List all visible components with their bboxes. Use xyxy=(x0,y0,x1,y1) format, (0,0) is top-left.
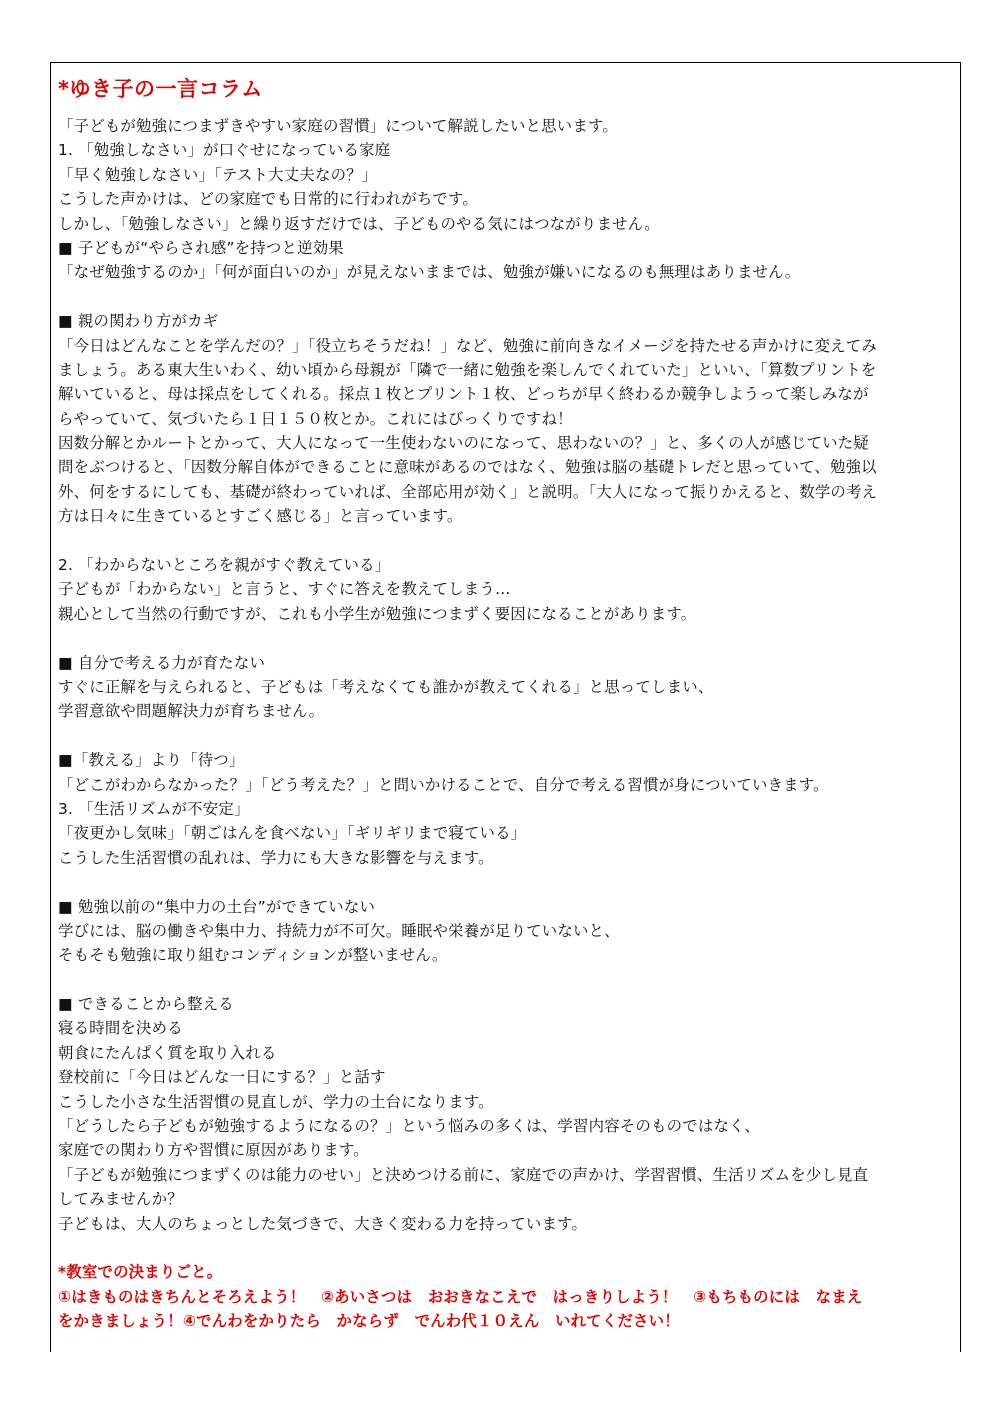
text-line: 因数分解とかルートとかって、大人になって一生使わないのになって、思わないの？」と、多くの人が感じていた疑 xyxy=(58,434,869,453)
rules-line: ①はきものはきちんとそろえよう！ ②あいさつは おおきなこえで はっきりしよう！ ③もちものには なまえ xyxy=(58,1287,863,1306)
text-line: 1. 「勉強しなさい」が口ぐせになっている家庭 xyxy=(58,141,391,160)
text-line: 子どもは、大人のちょっとした気づきで、大きく変わる力を持っています。 xyxy=(58,1214,588,1233)
text-line: こうした生活習慣の乱れは、学力にも大きな影響を与えます。 xyxy=(58,848,494,867)
text-line: 登校前に「今日はどんな一日にする？」と話す xyxy=(58,1068,386,1087)
text-line: らやっていて、気づいたら１日１５０枚とか。これにはびっくりですね！ xyxy=(58,409,573,428)
paragraph-spacer xyxy=(58,1236,958,1260)
paragraph-spacer xyxy=(58,626,958,650)
text-line: 「なぜ勉強するのか」「何が面白いのか」が見えないままでは、勉強が嫌いになるのも無理はありません。 xyxy=(58,263,801,282)
text-line: ■ 親の関わり方がカギ xyxy=(58,312,219,331)
text-line: 学びには、脳の働きや集中力、持続力が不可欠。睡眠や栄養が足りていないと、 xyxy=(58,921,620,940)
text-line: 親心として当然の行動ですが、これも小学生が勉強につまずく要因になることがあります。 xyxy=(58,604,697,623)
text-line: ■「教える」より「待つ」 xyxy=(58,751,245,770)
paragraph-spacer xyxy=(58,529,958,553)
text-line: 方は日々に生きているとすごく感じる」と言っています。 xyxy=(58,507,463,526)
text-line: 「どこがわからなかった？」「どう考えた？」と問いかけることで、自分で考える習慣が身についていきます。 xyxy=(58,775,829,794)
text-line: ■ 子どもが“やらされ感”を持つと逆効果 xyxy=(58,238,344,257)
text-line: こうした小さな生活習慣の見直しが、学力の土台になります。 xyxy=(58,1092,494,1111)
paragraph-spacer xyxy=(58,968,958,992)
text-line: 子どもが「わからない」と言うと、すぐに答えを教えてしまう… xyxy=(58,580,511,599)
column-content xyxy=(58,74,958,1334)
rules-heading: *教室での決まりごと。 xyxy=(58,1263,223,1282)
text-line: 2. 「わからないところを親がすぐ教えている」 xyxy=(58,556,391,575)
text-line: 「夜更かし気味」「朝ごはんを食べない」「ギリギリまで寝ている」 xyxy=(58,824,527,843)
text-line: ましょう。ある東大生いわく、幼い頃から母親が「隣で一緒に勉強を楽しんでくれていた」といい、「算数プリントを xyxy=(58,360,877,379)
paragraph-spacer xyxy=(58,870,958,894)
paragraph-spacer xyxy=(58,724,958,748)
text-line: 「早く勉強しなさい」「テスト大丈夫なの？」 xyxy=(58,165,378,184)
text-line: 寝る時間を決める xyxy=(58,1019,183,1038)
text-line: 3. 「生活リズムが不安定」 xyxy=(58,799,250,818)
text-line: こうした声かけは、どの家庭でも日常的に行われがちです。 xyxy=(58,190,478,209)
text-line: 「子どもが勉強につまずくのは能力のせい」と決めつける前に、家庭での声かけ、学習習慣、生活リズムを少し見直 xyxy=(58,1165,869,1184)
text-line: 「子どもが勉強につまずきやすい家庭の習慣」について解説したいと思います。 xyxy=(58,117,618,135)
text-line: すぐに正解を与えられると、子どもは「考えなくても誰かが教えてくれる」と思ってしまい、 xyxy=(58,677,714,696)
text-line: してみませんか？ xyxy=(58,1190,183,1209)
text-line: ■ できることから整える xyxy=(58,995,234,1014)
text-line: そもそも勉強に取り組むコンディションが整いません。 xyxy=(58,946,448,965)
text-line: ■ 勉強以前の“集中力の土台”ができていない xyxy=(58,897,376,916)
text-line: 家庭での関わり方や習慣に原因があります。 xyxy=(58,1141,369,1160)
text-line: 学習意欲や問題解決力が育ちません。 xyxy=(58,702,325,721)
rules-line: をかきましょう！④でんわをかりたら かならず でんわ代１０えん いれてください！ xyxy=(58,1312,680,1331)
text-line: 朝食にたんぱく質を取り入れる xyxy=(58,1043,277,1062)
text-line: 「どうしたら子どもが勉強するようになるの？」という悩みの多くは、学習内容そのものではなく、 xyxy=(58,1117,760,1136)
text-line: 解いていると、母は採点をしてくれる。採点１枚とプリント１枚、どっちが早く終わるか競争しようって楽しみなが xyxy=(58,385,869,404)
text-line: 問をぶつけると、「因数分解自体ができることに意味があるのではなく、勉強は脳の基礎トレだと思っていて、勉強以 xyxy=(58,458,877,477)
text-line: ■ 自分で考える力が育たない xyxy=(58,653,266,672)
column-body xyxy=(58,114,958,1260)
text-line: 外、何をするにしても、基礎が終わっていれば、全部応用が効く」と説明。「大人になって振りかえると、数学の考え xyxy=(58,482,878,501)
classroom-rules xyxy=(58,1260,958,1333)
paragraph-spacer xyxy=(58,285,958,309)
column-title: *ゆき子の一言コラム xyxy=(58,77,263,101)
text-line: 「今日はどんなことを学んだの？」「役立ちそうだね！」など、勉強に前向きなイメージを持たせる声かけに変えてみ xyxy=(58,336,877,355)
text-line: しかし、「勉強しなさい」と繰り返すだけでは、子どものやる気にはつながりません。 xyxy=(58,214,660,233)
